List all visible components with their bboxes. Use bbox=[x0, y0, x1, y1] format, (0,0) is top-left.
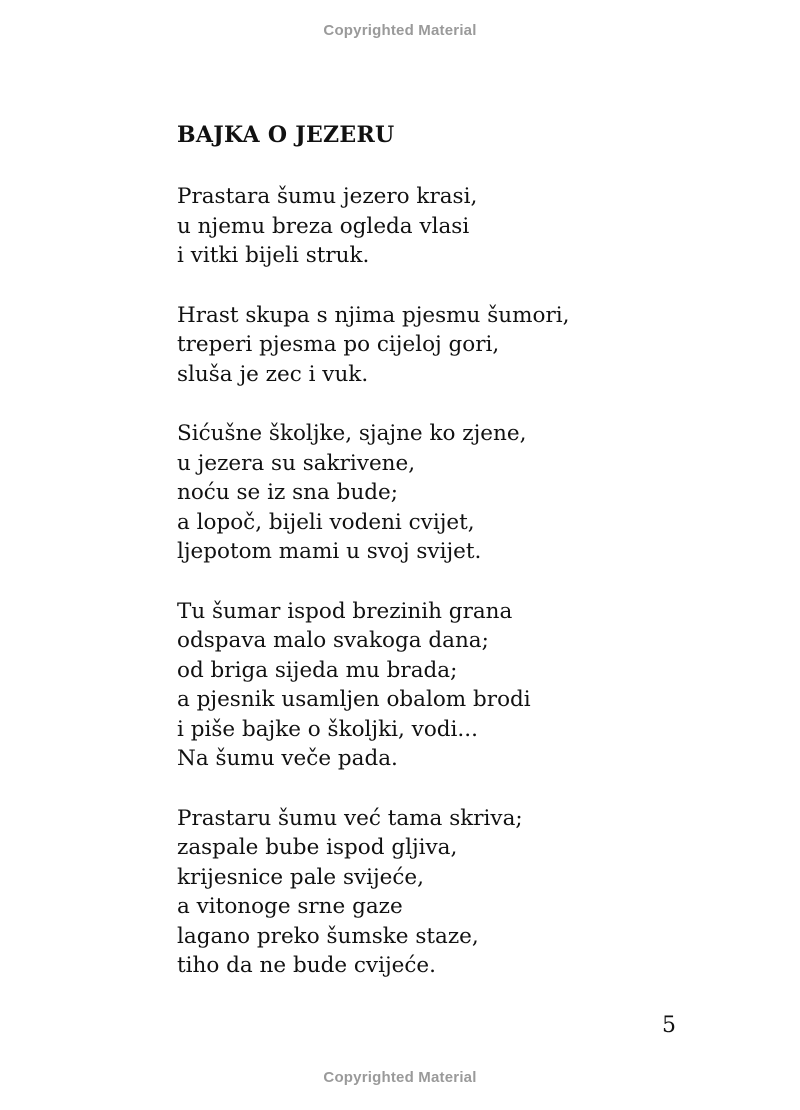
poem-line: Na šumu veče pada. bbox=[177, 746, 398, 771]
poem-line: Prastaru šumu već tama skriva; bbox=[177, 805, 523, 831]
poem-line: i vitki bijeli struk. bbox=[177, 243, 370, 268]
poem-line: u jezera su sakrivene, bbox=[177, 450, 416, 476]
poem-line: ljepotom mami u svoj svijet. bbox=[177, 539, 482, 564]
stanza-2 bbox=[177, 301, 569, 390]
poem-line: odspava malo svakoga dana; bbox=[177, 628, 489, 653]
poem-line: tiho da ne bude cvijeće. bbox=[177, 953, 436, 978]
poem-line: krijesnice pale svijeće, bbox=[177, 864, 424, 890]
poem-body bbox=[177, 182, 569, 1011]
poem-line: lagano preko šumske staze, bbox=[177, 923, 479, 949]
poem-line: zaspale bube ispod gljiva, bbox=[177, 835, 458, 860]
poem-title: BAJKA O JEZERU bbox=[177, 122, 395, 148]
poem-line: Tu šumar ispod brezinih grana bbox=[177, 598, 513, 624]
poem-line: Hrast skupa s njima pjesmu šumori, bbox=[177, 302, 570, 328]
poem-line: a vitonoge srne gaze bbox=[177, 894, 403, 919]
copyright-watermark-bottom: Copyrighted Material bbox=[323, 1069, 477, 1086]
stanza-4 bbox=[177, 597, 569, 774]
poem-line: u njemu breza ogleda vlasi bbox=[177, 213, 470, 239]
poem-line: treperi pjesma po cijeloj gori, bbox=[177, 332, 500, 357]
poem-line: noću se iz sna bude; bbox=[177, 480, 399, 505]
copyright-watermark-top: Copyrighted Material bbox=[323, 22, 477, 39]
stanza-1 bbox=[177, 182, 569, 271]
poem-line: od briga sijeda mu brada; bbox=[177, 657, 458, 683]
poem-line: sluša je zec i vuk. bbox=[177, 361, 369, 387]
page-number: 5 bbox=[662, 1013, 676, 1038]
stanza-5 bbox=[177, 804, 569, 981]
poem-line: a pjesnik usamljen obalom brodi bbox=[177, 687, 531, 712]
stanza-3 bbox=[177, 419, 569, 567]
poem-line: a lopoč, bijeli vodeni cvijet, bbox=[177, 509, 475, 535]
poem-line: i piše bajke o školjki, vodi... bbox=[177, 716, 478, 742]
poem-line: Sićušne školjke, sjajne ko zjene, bbox=[177, 421, 527, 446]
poem-line: Prastara šumu jezero krasi, bbox=[177, 184, 478, 209]
